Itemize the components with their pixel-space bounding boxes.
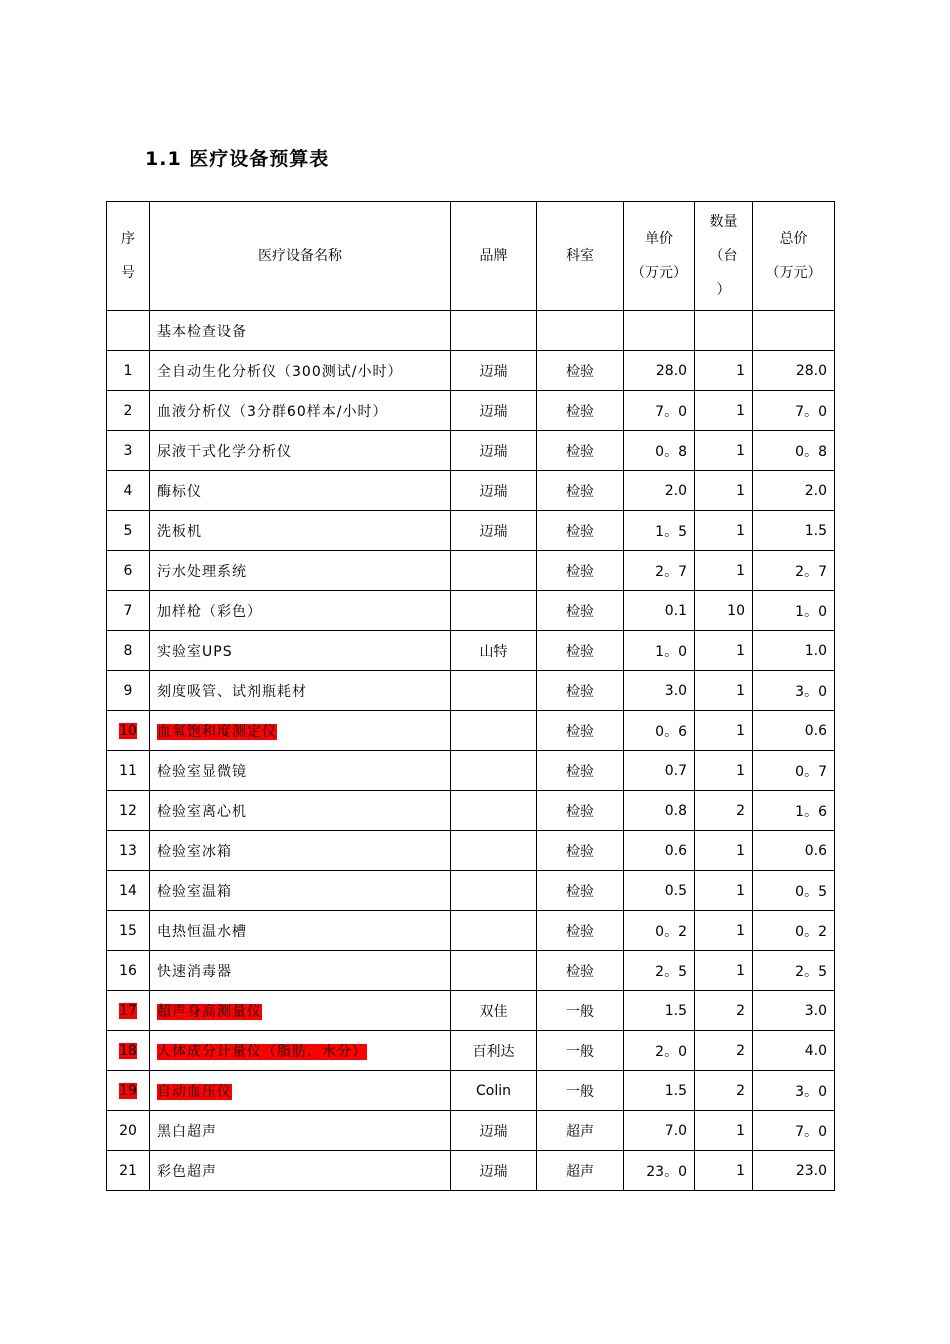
cell-dept: 一般 bbox=[537, 991, 624, 1031]
table-row bbox=[107, 591, 835, 631]
page-title: 1.1 医疗设备预算表 bbox=[145, 148, 330, 170]
cell-price: 0.5 bbox=[624, 871, 695, 911]
table-row bbox=[107, 791, 835, 831]
cell-no: 13 bbox=[107, 831, 150, 871]
cell-price: 7。0 bbox=[624, 391, 695, 431]
table-row bbox=[107, 471, 835, 511]
cell-no: 9 bbox=[107, 671, 150, 711]
cell-total: 2。7 bbox=[753, 551, 835, 591]
cell-qty: 1 bbox=[695, 551, 753, 591]
cell-brand: 百利达 bbox=[451, 1031, 537, 1071]
highlighted-text: 自动血压仪 bbox=[157, 1083, 232, 1100]
equipment-budget-table bbox=[106, 201, 835, 1191]
cell-qty: 2 bbox=[695, 991, 753, 1031]
cell-total: 2。5 bbox=[753, 951, 835, 991]
table-row bbox=[107, 1111, 835, 1151]
cell-name: 检验室离心机 bbox=[150, 791, 451, 831]
cell-name: 彩色超声 bbox=[150, 1151, 451, 1191]
cell-price: 2.0 bbox=[624, 471, 695, 511]
cell-no bbox=[107, 1031, 150, 1071]
header-no-label: 序 号 bbox=[121, 231, 135, 281]
cell-total: 1.5 bbox=[753, 511, 835, 551]
cell-brand: 双佳 bbox=[451, 991, 537, 1031]
cell-no: 4 bbox=[107, 471, 150, 511]
cell-qty: 1 bbox=[695, 871, 753, 911]
header-price-label: 单价 （万元） bbox=[631, 231, 687, 281]
cell-total: 7。0 bbox=[753, 391, 835, 431]
cell-brand bbox=[451, 831, 537, 871]
table-row bbox=[107, 431, 835, 471]
cell-qty: 1 bbox=[695, 711, 753, 751]
cell-total: 0.6 bbox=[753, 831, 835, 871]
header-name-label: 医疗设备名称 bbox=[258, 248, 342, 264]
cell-dept: 检验 bbox=[537, 751, 624, 791]
cell-dept: 检验 bbox=[537, 431, 624, 471]
cell-total: 0。8 bbox=[753, 431, 835, 471]
section-row bbox=[107, 311, 835, 351]
cell-qty: 1 bbox=[695, 511, 753, 551]
cell-no: 12 bbox=[107, 791, 150, 831]
cell-price: 1.5 bbox=[624, 991, 695, 1031]
table-row bbox=[107, 551, 835, 591]
highlighted-text: 超声身高测量仪 bbox=[157, 1003, 262, 1020]
cell-no: 15 bbox=[107, 911, 150, 951]
cell-no bbox=[107, 711, 150, 751]
cell-total: 28.0 bbox=[753, 351, 835, 391]
cell-dept: 检验 bbox=[537, 831, 624, 871]
cell-total: 3.0 bbox=[753, 991, 835, 1031]
cell-price: 0。6 bbox=[624, 711, 695, 751]
table-row bbox=[107, 1071, 835, 1111]
cell-qty: 1 bbox=[695, 391, 753, 431]
table-row bbox=[107, 391, 835, 431]
cell-total: 23.0 bbox=[753, 1151, 835, 1191]
header-price bbox=[624, 202, 695, 311]
cell-brand: 迈瑞 bbox=[451, 1111, 537, 1151]
cell-dept: 超声 bbox=[537, 1111, 624, 1151]
table-row bbox=[107, 951, 835, 991]
table-row bbox=[107, 671, 835, 711]
cell-qty: 1 bbox=[695, 1151, 753, 1191]
cell-qty: 1 bbox=[695, 471, 753, 511]
cell-price: 0.7 bbox=[624, 751, 695, 791]
cell-no: 1 bbox=[107, 351, 150, 391]
cell-dept: 检验 bbox=[537, 671, 624, 711]
cell-no: 2 bbox=[107, 391, 150, 431]
cell-name bbox=[150, 991, 451, 1031]
cell-total: 3。0 bbox=[753, 671, 835, 711]
cell-dept: 一般 bbox=[537, 1071, 624, 1111]
cell-qty: 1 bbox=[695, 951, 753, 991]
cell-total: 2.0 bbox=[753, 471, 835, 511]
table-row bbox=[107, 1031, 835, 1071]
cell-brand bbox=[451, 791, 537, 831]
highlighted-text: 17 bbox=[119, 1002, 137, 1019]
highlighted-text: 10 bbox=[119, 722, 137, 739]
cell-name bbox=[150, 1031, 451, 1071]
cell-brand bbox=[451, 711, 537, 751]
cell-brand bbox=[451, 551, 537, 591]
cell-dept: 检验 bbox=[537, 471, 624, 511]
cell-dept: 一般 bbox=[537, 1031, 624, 1071]
section-label: 基本检查设备 bbox=[150, 311, 451, 351]
cell-price: 1。5 bbox=[624, 511, 695, 551]
cell-price: 2。7 bbox=[624, 551, 695, 591]
cell-name: 全自动生化分析仪（300测试/小时） bbox=[150, 351, 451, 391]
cell-price: 3.0 bbox=[624, 671, 695, 711]
table-row bbox=[107, 991, 835, 1031]
cell-price: 2。5 bbox=[624, 951, 695, 991]
cell-total: 4.0 bbox=[753, 1031, 835, 1071]
header-brand bbox=[451, 202, 537, 311]
cell-price: 0.8 bbox=[624, 791, 695, 831]
cell-dept: 检验 bbox=[537, 631, 624, 671]
header-total-label: 总价 （万元） bbox=[765, 231, 822, 281]
cell-name: 电热恒温水槽 bbox=[150, 911, 451, 951]
cell-dept: 检验 bbox=[537, 791, 624, 831]
cell-name: 加样枪（彩色） bbox=[150, 591, 451, 631]
cell-price: 0。2 bbox=[624, 911, 695, 951]
header-name bbox=[150, 202, 451, 311]
cell-brand bbox=[451, 591, 537, 631]
table-row bbox=[107, 1151, 835, 1191]
header-brand-label: 品牌 bbox=[479, 248, 508, 264]
cell-brand: 迈瑞 bbox=[451, 391, 537, 431]
cell-brand: 迈瑞 bbox=[451, 1151, 537, 1191]
cell-price: 0。8 bbox=[624, 431, 695, 471]
cell-brand: 迈瑞 bbox=[451, 431, 537, 471]
cell-dept: 检验 bbox=[537, 951, 624, 991]
cell-price: 7.0 bbox=[624, 1111, 695, 1151]
cell-total: 0.6 bbox=[753, 711, 835, 751]
header-no bbox=[107, 202, 150, 311]
cell-total: 0。5 bbox=[753, 871, 835, 911]
cell-brand: 迈瑞 bbox=[451, 511, 537, 551]
header-dept-label: 科室 bbox=[566, 248, 594, 264]
cell-no: 21 bbox=[107, 1151, 150, 1191]
cell-name: 实验室UPS bbox=[150, 631, 451, 671]
cell-dept: 检验 bbox=[537, 871, 624, 911]
cell-price: 0.1 bbox=[624, 591, 695, 631]
cell-name: 污水处理系统 bbox=[150, 551, 451, 591]
cell-qty: 1 bbox=[695, 631, 753, 671]
cell-brand bbox=[451, 871, 537, 911]
cell-brand: 山特 bbox=[451, 631, 537, 671]
cell-name: 检验室温箱 bbox=[150, 871, 451, 911]
cell-qty: 1 bbox=[695, 671, 753, 711]
cell-brand: Colin bbox=[451, 1071, 537, 1111]
cell-dept: 检验 bbox=[537, 351, 624, 391]
cell-name: 尿液干式化学分析仪 bbox=[150, 431, 451, 471]
header-qty bbox=[695, 202, 753, 311]
cell-no: 3 bbox=[107, 431, 150, 471]
cell-total: 1.0 bbox=[753, 631, 835, 671]
table-row bbox=[107, 751, 835, 791]
cell-no bbox=[107, 1071, 150, 1111]
highlighted-text: 血氧饱和度测定仪 bbox=[157, 723, 277, 740]
cell-no: 8 bbox=[107, 631, 150, 671]
header-qty-label: 数量 （台 ） bbox=[709, 214, 738, 298]
cell-name: 刻度吸管、试剂瓶耗材 bbox=[150, 671, 451, 711]
cell-name: 洗板机 bbox=[150, 511, 451, 551]
cell-name: 快速消毒器 bbox=[150, 951, 451, 991]
cell-dept: 检验 bbox=[537, 391, 624, 431]
cell-total: 0。7 bbox=[753, 751, 835, 791]
cell-name: 血液分析仪（3分群60样本/小时） bbox=[150, 391, 451, 431]
cell-qty: 1 bbox=[695, 431, 753, 471]
cell-qty: 2 bbox=[695, 1031, 753, 1071]
cell-qty: 1 bbox=[695, 351, 753, 391]
cell-brand bbox=[451, 911, 537, 951]
cell-dept: 检验 bbox=[537, 911, 624, 951]
cell-total: 1。0 bbox=[753, 591, 835, 631]
cell-brand bbox=[451, 951, 537, 991]
cell-total: 3。0 bbox=[753, 1071, 835, 1111]
table-row bbox=[107, 911, 835, 951]
cell-no: 6 bbox=[107, 551, 150, 591]
cell-no: 16 bbox=[107, 951, 150, 991]
cell-no: 14 bbox=[107, 871, 150, 911]
table-row bbox=[107, 511, 835, 551]
cell-dept: 超声 bbox=[537, 1151, 624, 1191]
cell-price: 0.6 bbox=[624, 831, 695, 871]
highlighted-text: 18 bbox=[119, 1042, 137, 1059]
cell-no: 7 bbox=[107, 591, 150, 631]
table-row bbox=[107, 351, 835, 391]
cell-name: 检验室显微镜 bbox=[150, 751, 451, 791]
cell-qty: 1 bbox=[695, 1111, 753, 1151]
cell-name: 酶标仪 bbox=[150, 471, 451, 511]
cell-no: 20 bbox=[107, 1111, 150, 1151]
cell-total: 0。2 bbox=[753, 911, 835, 951]
cell-brand bbox=[451, 671, 537, 711]
cell-qty: 1 bbox=[695, 751, 753, 791]
cell-price: 1。0 bbox=[624, 631, 695, 671]
cell-brand: 迈瑞 bbox=[451, 471, 537, 511]
cell-qty: 2 bbox=[695, 1071, 753, 1111]
cell-qty: 10 bbox=[695, 591, 753, 631]
highlighted-text: 19 bbox=[119, 1082, 137, 1099]
cell-total: 7。0 bbox=[753, 1111, 835, 1151]
table-header-row bbox=[107, 202, 835, 311]
table-row bbox=[107, 871, 835, 911]
cell-no: 11 bbox=[107, 751, 150, 791]
cell-brand: 迈瑞 bbox=[451, 351, 537, 391]
cell-brand bbox=[451, 751, 537, 791]
cell-price: 28.0 bbox=[624, 351, 695, 391]
cell-total: 1。6 bbox=[753, 791, 835, 831]
cell-name bbox=[150, 1071, 451, 1111]
cell-qty: 1 bbox=[695, 911, 753, 951]
cell-name: 检验室冰箱 bbox=[150, 831, 451, 871]
cell-no bbox=[107, 991, 150, 1031]
cell-qty: 2 bbox=[695, 791, 753, 831]
cell-dept: 检验 bbox=[537, 551, 624, 591]
cell-price: 1.5 bbox=[624, 1071, 695, 1111]
table-row bbox=[107, 631, 835, 671]
highlighted-text: 人体成分计量仪（脂肪、水分） bbox=[157, 1043, 367, 1060]
table-row bbox=[107, 711, 835, 751]
cell-name: 黑白超声 bbox=[150, 1111, 451, 1151]
cell-name bbox=[150, 711, 451, 751]
cell-price: 23。0 bbox=[624, 1151, 695, 1191]
cell-dept: 检验 bbox=[537, 591, 624, 631]
cell-dept: 检验 bbox=[537, 511, 624, 551]
cell-price: 2。0 bbox=[624, 1031, 695, 1071]
header-total bbox=[753, 202, 835, 311]
cell-dept: 检验 bbox=[537, 711, 624, 751]
cell-no: 5 bbox=[107, 511, 150, 551]
table-row bbox=[107, 831, 835, 871]
header-dept bbox=[537, 202, 624, 311]
cell-qty: 1 bbox=[695, 831, 753, 871]
